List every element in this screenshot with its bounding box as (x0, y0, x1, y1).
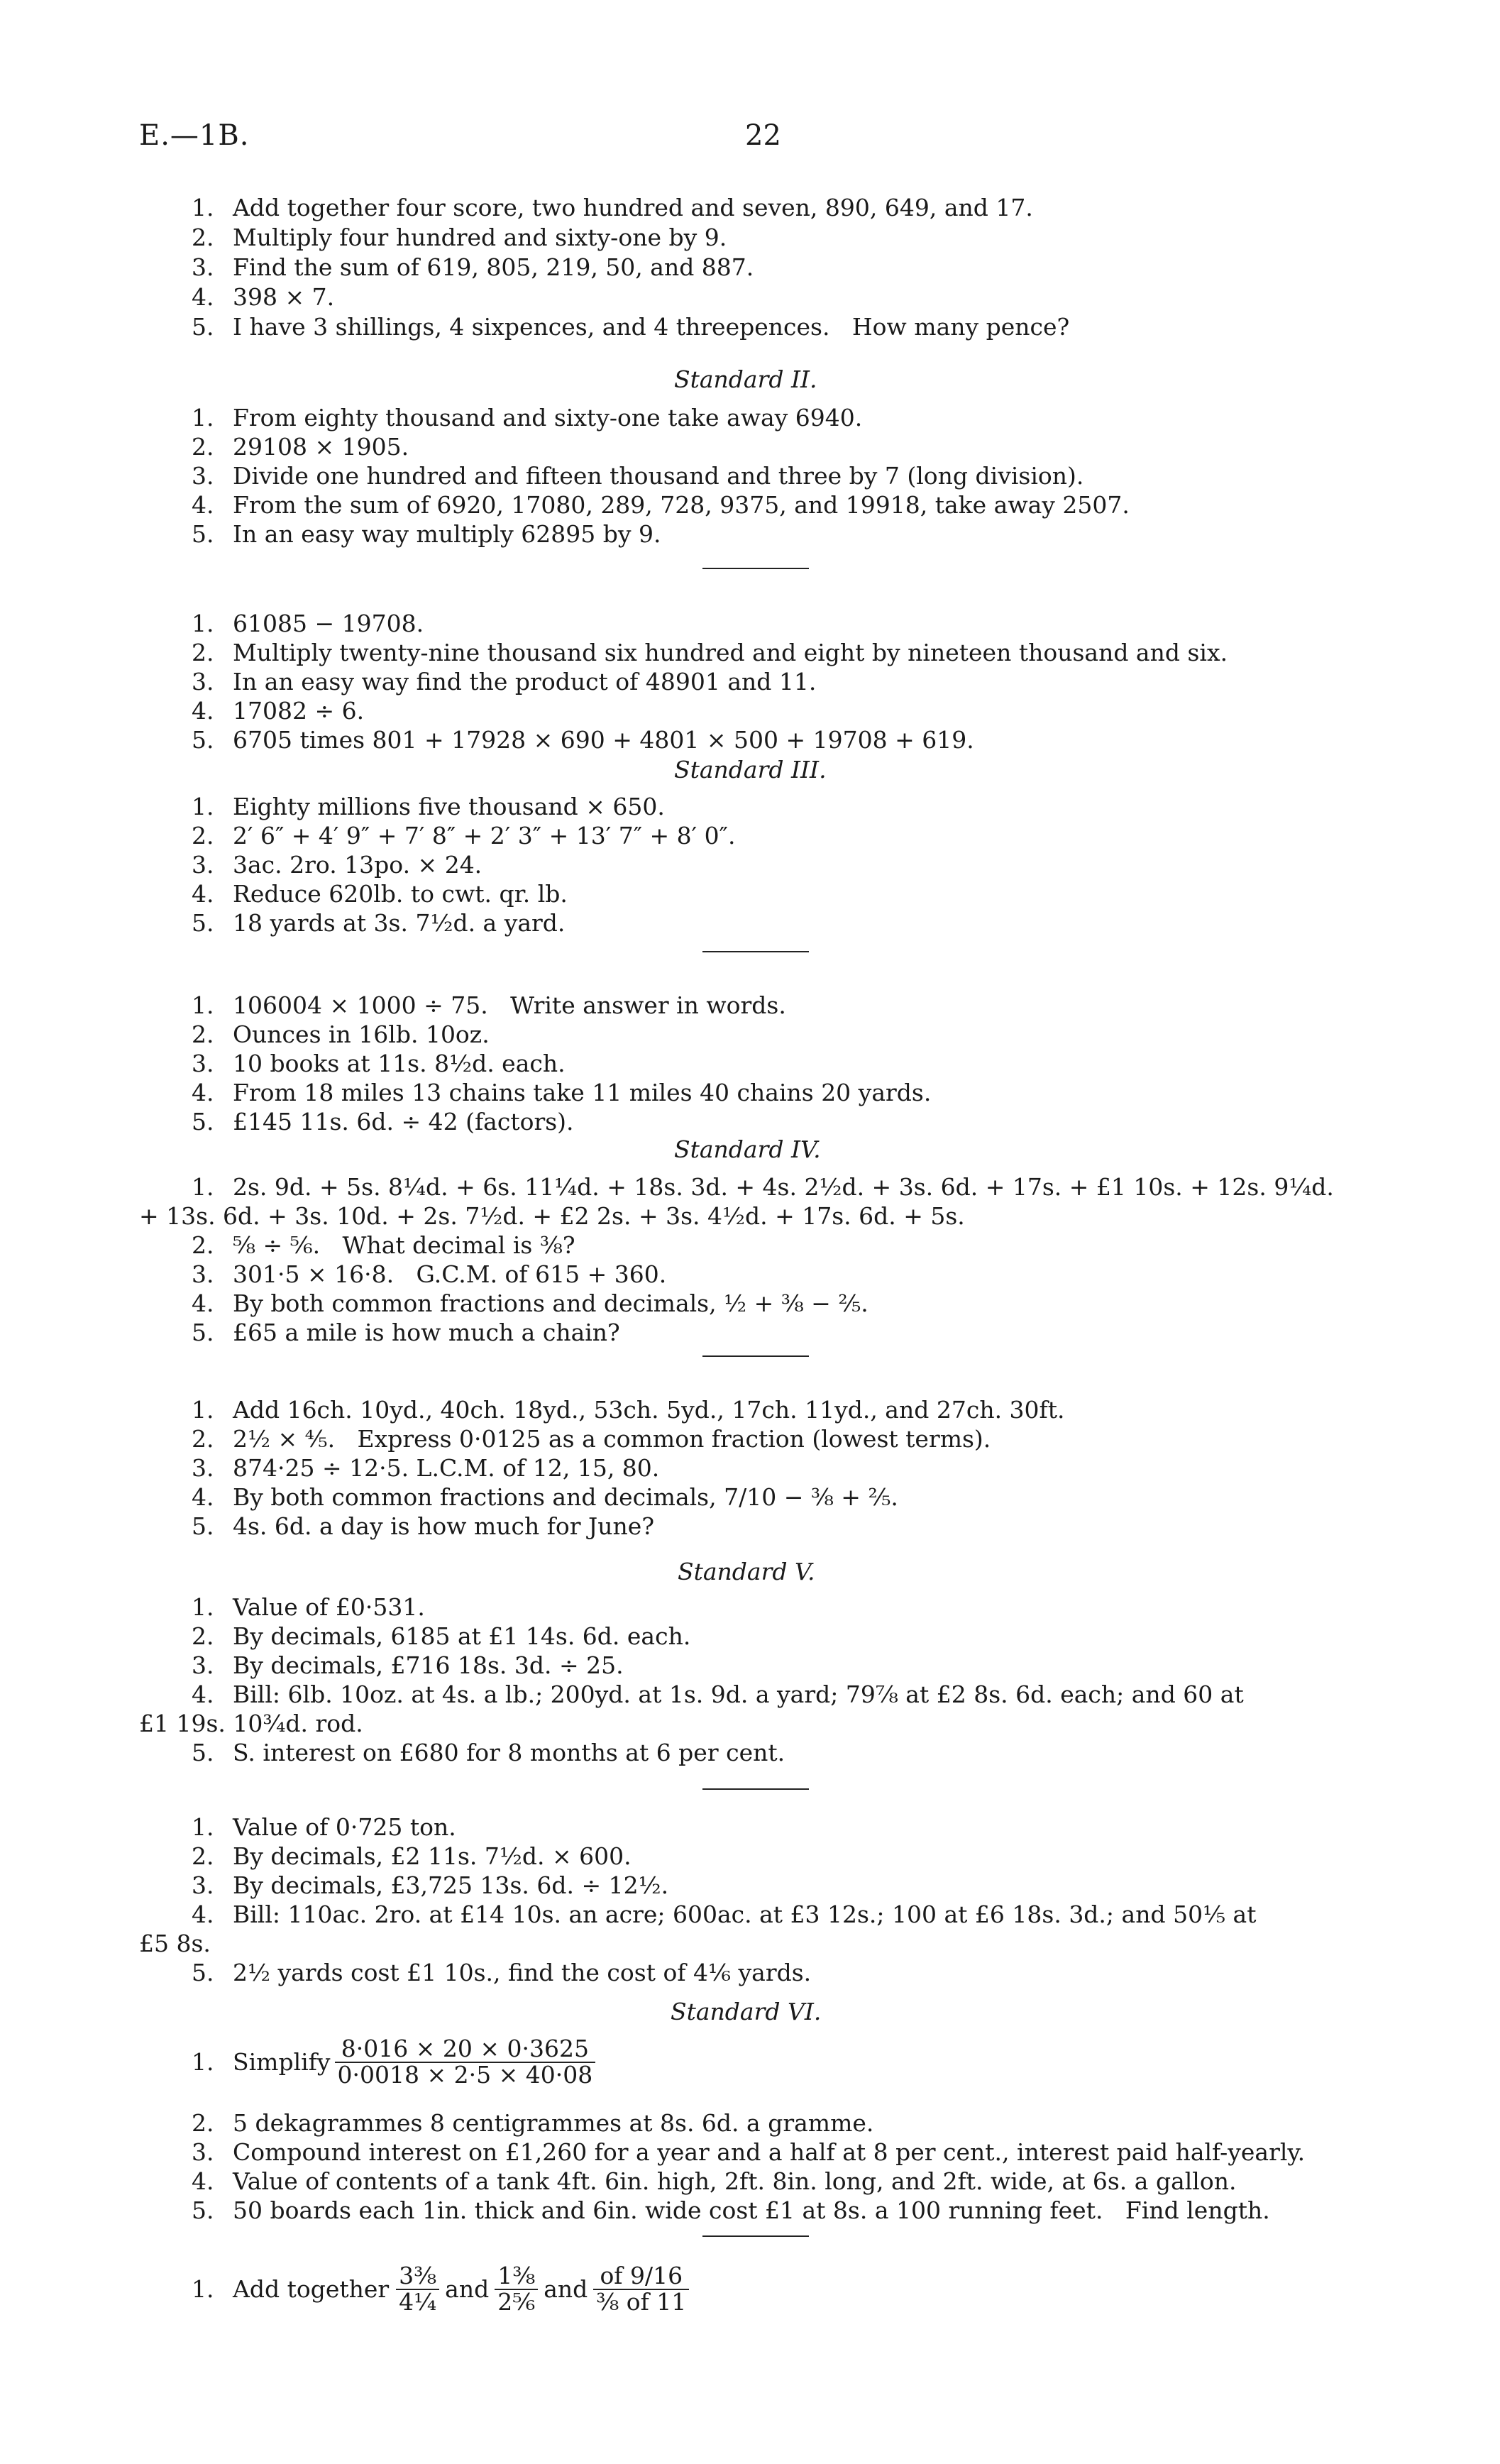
conjunction: and (544, 2275, 588, 2304)
question-line (192, 1903, 1256, 1926)
question-text: Reduce 620lb. to cwt. qr. lb. (233, 880, 568, 908)
question-line (192, 1052, 566, 1075)
question-number: 4. (192, 880, 214, 908)
question-line (192, 1081, 931, 1104)
question-line (192, 1844, 632, 1868)
question-number: 3. (192, 1651, 214, 1679)
question-text: 18 yards at 3s. 7½d. a yard. (233, 909, 566, 937)
question-number: 2. (192, 639, 214, 666)
question-line (192, 1871, 669, 1899)
fraction-denominator: 0·0018 × 2·5 × 40·08 (337, 2060, 593, 2089)
section-divider (702, 568, 809, 569)
question-text: 398 × 7. (233, 283, 335, 311)
section-title: Standard V. (678, 1558, 815, 1585)
question-number: 1. (192, 2048, 214, 2077)
question-text: In an easy way multiply 62895 by 9. (233, 520, 661, 548)
question-text: 17082 ÷ 6. (233, 697, 365, 725)
question-line (192, 1595, 425, 1619)
question-text: 10 books at 11s. 8½d. each. (233, 1050, 566, 1077)
question-number: 3. (192, 253, 214, 281)
question-number: 4. (192, 1681, 214, 1708)
question-number: 1. (192, 194, 214, 221)
question-line (192, 697, 365, 725)
fraction (593, 2264, 689, 2314)
question-line (192, 1815, 456, 1839)
question-number: 5. (192, 1739, 214, 1766)
question-text: 2½ yards cost £1 10s., find the cost of 4⅙ yards. (233, 1959, 812, 1986)
question-line (192, 1289, 868, 1317)
question-line (192, 882, 568, 906)
question-number: 2. (192, 2109, 214, 2137)
question-text: 6705 times 801 + 17928 × 690 + 4801 × 500 + 19708 + 619. (233, 726, 974, 754)
question-number: 4. (192, 491, 214, 519)
question-line (192, 2169, 1236, 2193)
question-number: 5. (192, 2196, 214, 2224)
question-text: 3ac. 2ro. 13po. × 24. (233, 851, 482, 879)
conjunction: and (445, 2275, 490, 2304)
question-line (192, 315, 1069, 339)
question-text: By decimals, £716 18s. 3d. ÷ 25. (233, 1651, 624, 1679)
fraction (396, 2264, 439, 2314)
question-number: 3. (192, 1050, 214, 1077)
question-text: By both common fractions and decimals, ½ + ⅜ − ⅖. (233, 1289, 868, 1317)
question-text: I have 3 shillings, 4 sixpences, and 4 threepences. How many pence? (233, 313, 1070, 341)
question-number: 1. (192, 991, 214, 1019)
question-number: 4. (192, 1901, 214, 1928)
question-text: 301·5 × 16·8. G.C.M. of 615 + 360. (233, 1260, 667, 1288)
fraction-denominator: 2⅚ (497, 2287, 536, 2316)
question-line (192, 285, 334, 309)
question-number: 2. (192, 1425, 214, 1453)
fraction (495, 2264, 538, 2314)
question-number: 2. (192, 1021, 214, 1048)
question-number: 4. (192, 697, 214, 725)
question-number: 5. (192, 1959, 214, 1986)
question-text: From eighty thousand and sixty-one take away 6940. (233, 404, 863, 431)
section-divider (702, 1788, 809, 1790)
question-text: Value of £0·531. (233, 1593, 425, 1621)
question-line (139, 1204, 965, 1228)
question-number: 4. (192, 1483, 214, 1511)
question-line (192, 1396, 1065, 1424)
question-number: 3. (192, 462, 214, 490)
question-text: £65 a mile is how much a chain? (233, 1319, 620, 1346)
question-line (192, 522, 661, 546)
question-text: 50 boards each 1in. thick and 6in. wide cost £1 at 8s. a 100 running feet. Find length. (233, 2196, 1270, 2224)
question-line (139, 1712, 363, 1735)
question-number: 2. (192, 433, 214, 461)
question-text: Multiply four hundred and sixty-one by 9. (233, 224, 727, 251)
question-text: 874·25 ÷ 12·5. L.C.M. of 12, 15, 80. (233, 1454, 660, 1482)
question-number: 3. (192, 668, 214, 695)
section-divider (702, 2235, 809, 2237)
question-line (192, 2140, 1305, 2164)
section-divider (702, 951, 809, 952)
question-text: 2½ × ⅘. Express 0·0125 as a common fraction (lowest terms). (233, 1425, 991, 1453)
question-text: 5 dekagrammes 8 centigrammes at 8s. 6d. a gramme. (233, 2109, 874, 2137)
question-line (192, 1485, 898, 1509)
question-number: 4. (192, 283, 214, 311)
question-line (192, 911, 565, 935)
question-number: 3. (192, 1260, 214, 1288)
question-number: 2. (192, 1622, 214, 1650)
question-line (192, 1175, 1334, 1199)
question-text: Add together (233, 2275, 390, 2304)
question-text: By both common fractions and decimals, 7/10 − ⅜ + ⅖. (233, 1483, 898, 1511)
question-text: 2s. 9d. + 5s. 8¼d. + 6s. 11¼d. + 18s. 3d. + 4s. 2½d. + 3s. 6d. + 17s. + £1 10s. + 12s. 9¼d. (233, 1173, 1334, 1201)
question-number: 3. (192, 1454, 214, 1482)
question-number: 3. (192, 851, 214, 879)
question-number: 5. (192, 909, 214, 937)
question-line (192, 824, 735, 847)
question-number: 1. (192, 2275, 214, 2304)
question-number: 5. (192, 726, 214, 754)
question-line (192, 1110, 574, 1133)
section-divider (702, 1355, 809, 1357)
question-text: Ounces in 16lb. 10oz. (233, 1021, 490, 1048)
question-line (192, 851, 482, 879)
question-line (192, 1624, 690, 1648)
question-number: 5. (192, 1319, 214, 1346)
question-text: 61085 − 19708. (233, 610, 424, 637)
question-text: 4s. 6d. a day is how much for June? (233, 1512, 655, 1540)
question-number: 3. (192, 1871, 214, 1899)
question-line (192, 728, 974, 752)
question-number: 4. (192, 1079, 214, 1106)
question-line (192, 1321, 620, 1344)
question-number: 4. (192, 1289, 214, 1317)
question-text: Bill: 110ac. 2ro. at £14 10s. an acre; 600ac. at £3 12s.; 100 at £6 18s. 3d.; and 50⅕ at (233, 1901, 1257, 1928)
simplify-question (192, 2037, 595, 2087)
question-text: £145 11s. 6d. ÷ 42 (factors). (233, 1108, 574, 1135)
question-line (192, 1233, 575, 1257)
question-number: 1. (192, 610, 214, 637)
section-title: Standard II. (674, 365, 817, 393)
question-line (192, 1260, 667, 1288)
question-text: By decimals, £2 11s. 7½d. × 600. (233, 1842, 632, 1870)
question-line (192, 1683, 1244, 1706)
question-line (192, 612, 424, 635)
question-line (192, 1514, 654, 1538)
question-line (192, 1023, 490, 1046)
section-title: Standard IV. (674, 1135, 821, 1163)
final-question (192, 2264, 689, 2314)
question-text: Value of 0·725 ton. (233, 1813, 456, 1841)
question-line (192, 670, 816, 693)
question-text: From 18 miles 13 chains take 11 miles 40 chains 20 yards. (233, 1079, 932, 1106)
question-number: 1. (192, 1813, 214, 1841)
question-line (192, 493, 1130, 517)
question-text: 2′ 6″ + 4′ 9″ + 7′ 8″ + 2′ 3″ + 13′ 7″ + 8′ 0″. (233, 822, 736, 849)
question-number: 2. (192, 1231, 214, 1259)
page-number: 22 (745, 119, 781, 152)
question-line (192, 2111, 873, 2135)
question-text: ⅝ ÷ ⅚. What decimal is ⅜? (233, 1231, 575, 1259)
question-text: £1 19s. 10¾d. rod. (139, 1710, 363, 1737)
question-text: Add 16ch. 10yd., 40ch. 18yd., 53ch. 5yd., 17ch. 11yd., and 27ch. 30ft. (233, 1396, 1065, 1424)
fraction (335, 2037, 596, 2087)
question-text: 29108 × 1905. (233, 433, 409, 461)
question-text: From the sum of 6920, 17080, 289, 728, 9375, and 19918, take away 2507. (233, 491, 1130, 519)
question-line (192, 464, 1083, 488)
question-text: By decimals, 6185 at £1 14s. 6d. each. (233, 1622, 691, 1650)
question-text: Add together four score, two hundred and seven, 890, 649, and 17. (233, 194, 1033, 221)
question-number: 2. (192, 822, 214, 849)
question-text: Find the sum of 619, 805, 219, 50, and 887. (233, 253, 754, 281)
question-text: Multiply twenty-nine thousand six hundred and eight by nineteen thousand and six. (233, 639, 1228, 666)
question-number: 3. (192, 2138, 214, 2166)
question-number: 1. (192, 1396, 214, 1424)
question-line (192, 795, 665, 818)
fraction-numerator: 1⅜ (495, 2264, 538, 2290)
question-text: Value of contents of a tank 4ft. 6in. high, 2ft. 8in. long, and 2ft. wide, at 6s. a gallon. (233, 2167, 1237, 2195)
section-title: Standard III. (674, 756, 827, 783)
question-text: Bill: 6lb. 10oz. at 4s. a lb.; 200yd. at 1s. 9d. a yard; 79⅞ at £2 8s. 6d. each; and 60 at (233, 1681, 1244, 1708)
fraction-numerator: 3⅜ (396, 2264, 439, 2290)
question-text: Compound interest on £1,260 for a year and a half at 8 per cent., interest paid half-yearly. (233, 2138, 1306, 2166)
fraction-numerator: 8·016 × 20 × 0·3625 (335, 2037, 596, 2063)
document-code: E.—1B. (139, 119, 250, 152)
question-line (192, 991, 786, 1019)
question-line (192, 2196, 1270, 2224)
question-line (192, 196, 1033, 219)
question-text: £5 8s. (139, 1930, 211, 1957)
question-text: + 13s. 6d. + 3s. 10d. + 2s. 7½d. + £2 2s. + 3s. 4½d. + 17s. 6d. + 5s. (139, 1202, 965, 1230)
question-line (192, 1456, 659, 1480)
question-number: 4. (192, 2167, 214, 2195)
question-number: 1. (192, 1593, 214, 1621)
question-number: 1. (192, 1173, 214, 1201)
question-line (192, 226, 727, 249)
fraction-numerator: of 9/16 (593, 2264, 689, 2290)
question-number: 5. (192, 1512, 214, 1540)
question-line (139, 1932, 211, 1955)
question-number: 2. (192, 224, 214, 251)
question-line (192, 1651, 624, 1679)
question-line (192, 406, 862, 429)
question-text: Divide one hundred and fifteen thousand and three by 7 (long division). (233, 462, 1084, 490)
section-title: Standard VI. (671, 1998, 822, 2025)
question-number: 1. (192, 404, 214, 431)
question-line (192, 255, 754, 279)
question-line (192, 641, 1228, 664)
question-line (192, 1741, 785, 1764)
question-number: 5. (192, 520, 214, 548)
question-line (192, 1961, 811, 1984)
fraction-denominator: ⅜ of 11 (596, 2287, 687, 2316)
question-number: 5. (192, 313, 214, 341)
question-number: 5. (192, 1108, 214, 1135)
question-text: 106004 × 1000 ÷ 75. Write answer in words. (233, 991, 786, 1019)
question-text: In an easy way find the product of 48901 and 11. (233, 668, 817, 695)
question-text: Eighty millions five thousand × 650. (233, 793, 665, 820)
question-line (192, 433, 409, 461)
question-number: 2. (192, 1842, 214, 1870)
question-text: By decimals, £3,725 13s. 6d. ÷ 12½. (233, 1871, 669, 1899)
question-number: 1. (192, 793, 214, 820)
question-text: Simplify (233, 2048, 331, 2077)
question-line (192, 1427, 991, 1451)
fraction-denominator: 4¼ (399, 2287, 437, 2316)
question-text: S. interest on £680 for 8 months at 6 per cent. (233, 1739, 785, 1766)
